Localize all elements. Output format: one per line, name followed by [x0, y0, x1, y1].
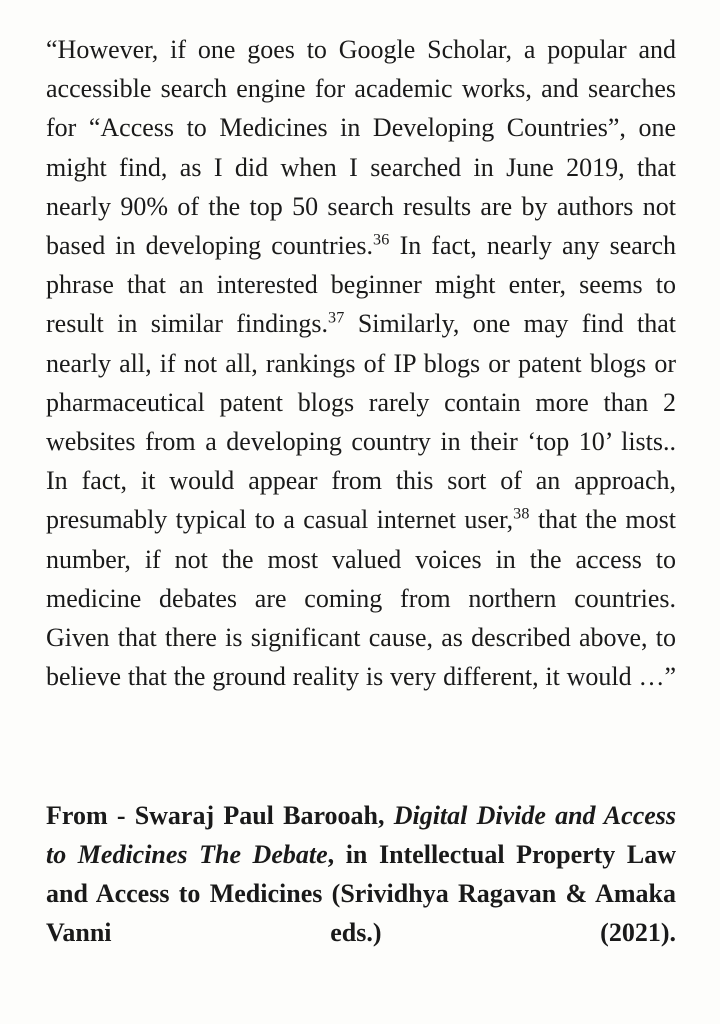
- footnote-marker-38[interactable]: 38: [513, 505, 530, 523]
- attribution-paragraph: [46, 796, 676, 992]
- attribution-work-title: Digital Divide and Access to Medicines The Debate: [46, 800, 677, 869]
- text-column: [46, 30, 676, 992]
- footnote-marker-36[interactable]: 36: [373, 231, 390, 249]
- block-quote-paragraph: [46, 30, 676, 736]
- attribution-publication: , in Intellectual Property Law and Access to Medicines (Srividhya Ragavan & Amaka Vanni eds.) (2021).: [46, 839, 676, 948]
- quote-segment-1: “However, if one goes to Google Scholar, a popular and accessible search engine for academic works, and searches for “Access to Medicines in Developing Countries”, one might find, as I did when I searched in June 2019, that nearly 90% of the top 50 search results are by authors not based in developing countries.: [46, 35, 676, 261]
- quote-segment-4: that the most number, if not the most valued voices in the access to medicine debates are coming from northern countries. Given that there is significant cause, as described above, to believe that the ground reality is very different, it would …”: [46, 505, 676, 692]
- quote-segment-2: In fact, nearly any search phrase that an interested beginner might enter, seems to result in similar findings.: [46, 231, 676, 339]
- quote-segment-3: Similarly, one may find that nearly all, if not all, rankings of IP blogs or patent blogs or pharmaceutical patent blogs rarely contain more than 2 websites from a developing country in their ‘top 10’ lists.. In fact, it would appear from this sort of an approach, presumably typical to a casual internet user,: [46, 309, 677, 535]
- attribution-lead-in: From - Swaraj Paul Barooah,: [46, 800, 394, 830]
- footnote-marker-37[interactable]: 37: [328, 309, 345, 327]
